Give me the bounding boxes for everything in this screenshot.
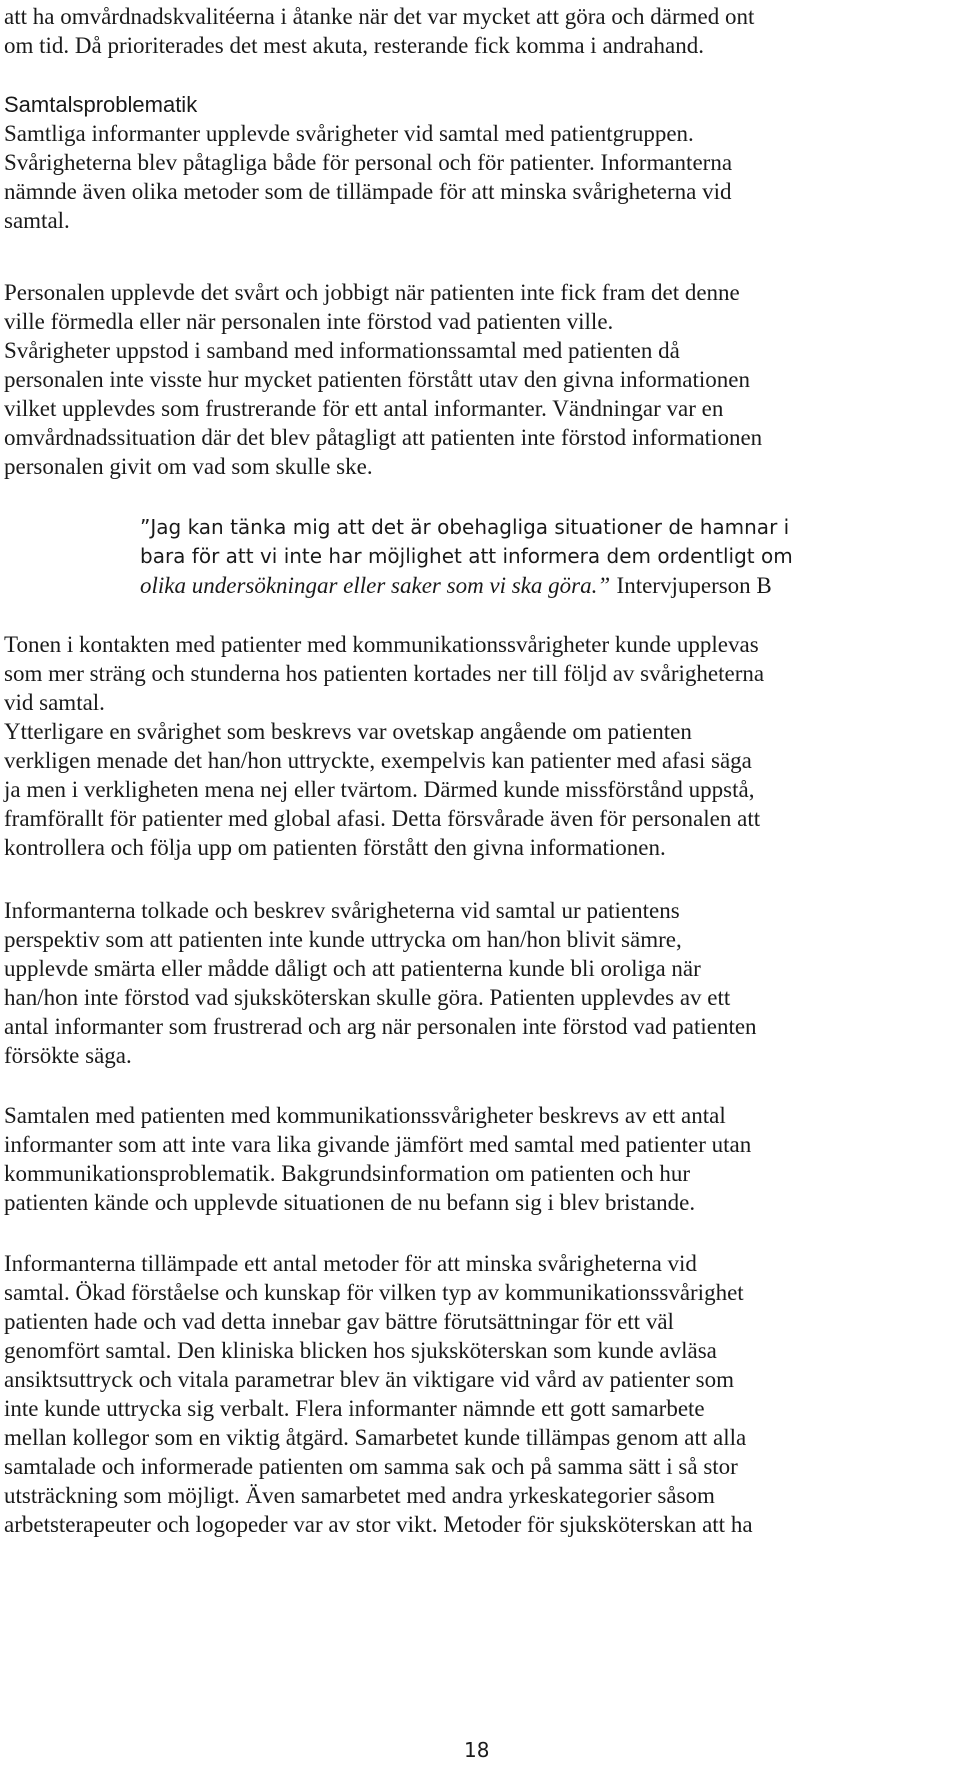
text-line: ja men i verkligheten mena nej eller tvärtom. Därmed kunde missförstånd uppstå, xyxy=(4,777,755,802)
text-line: Tonen i kontakten med patienter med kommunikationssvårigheter kunde upplevas xyxy=(4,632,759,657)
text-line: att ha omvårdnadskvalitéerna i åtanke när det var mycket att göra och därmed ont xyxy=(4,4,755,29)
text-line: samtal. Ökad förståelse och kunskap för vilken typ av kommunikationssvårighet xyxy=(4,1280,744,1305)
page-number: 18 xyxy=(464,1738,490,1762)
quote-italic-text: olika undersökningar eller saker som vi ska göra.” xyxy=(140,573,611,598)
quote-line: ”Jag kan tänka mig att det är obehagliga situationer de hamnar i xyxy=(140,515,790,539)
text-line: om tid. Då prioriterades det mest akuta, resterande fick komma i andrahand. xyxy=(4,33,704,58)
text-line: antal informanter som frustrerad och arg när personalen inte förstod vad patienten xyxy=(4,1014,757,1039)
text-line: ansiktsuttryck och vitala parametrar blev än viktigare vid vård av patienter som xyxy=(4,1367,734,1392)
text-line: Personalen upplevde det svårt och jobbigt när patienten inte fick fram det denne xyxy=(4,280,740,305)
text-line: personalen givit om vad som skulle ske. xyxy=(4,454,373,479)
text-line: Samtalen med patienten med kommunikationssvårigheter beskrevs av ett antal xyxy=(4,1103,726,1128)
text-line: samtalade och informerade patienten om samma sak och på samma sätt i så stor xyxy=(4,1454,738,1479)
text-line: upplevde smärta eller mådde dåligt och att patienterna kunde bli oroliga när xyxy=(4,956,701,981)
text-line: ville förmedla eller när personalen inte förstod vad patienten ville. xyxy=(4,309,614,334)
section-samtalsproblematik xyxy=(4,90,944,235)
text-line: Ytterligare en svårighet som beskrevs var ovetskap angående om patienten xyxy=(4,719,692,744)
text-line: genomfört samtal. Den kliniska blicken hos sjuksköterskan som kunde avläsa xyxy=(4,1338,717,1363)
text-line: arbetsterapeuter och logopeder var av stor vikt. Metoder för sjuksköterskan att ha xyxy=(4,1512,753,1537)
text-line: Samtliga informanter upplevde svårigheter vid samtal med patientgruppen. xyxy=(4,121,694,146)
quote-line: bara för att vi inte har möjlighet att informera dem ordentligt om xyxy=(140,544,793,568)
text-line: verkligen menade det han/hon uttryckte, exempelvis kan patienter med afasi säga xyxy=(4,748,752,773)
text-line: Svårigheterna blev påtagliga både för personal och för patienter. Informanterna xyxy=(4,150,733,175)
text-line: Svårigheter uppstod i samband med informationssamtal med patienten då xyxy=(4,338,680,363)
text-line: som mer sträng och stunderna hos patienten kortades ner till följd av svårigheterna xyxy=(4,661,765,686)
text-line: patienten hade och vad detta innebar gav bättre förutsättningar för ett väl xyxy=(4,1309,674,1334)
paragraph-tolkade xyxy=(4,896,944,1070)
text-line: patienten kände och upplevde situationen de nu befann sig i blev bristande. xyxy=(4,1190,696,1215)
text-line: omvårdnadssituation där det blev påtagligt att patienten inte förstod informationen xyxy=(4,425,763,450)
text-line: nämnde även olika metoder som de tillämpade för att minska svårigheterna vid xyxy=(4,179,732,204)
text-line: kontrollera och följa upp om patienten förstått den givna informationen. xyxy=(4,835,666,860)
text-line: försökte säga. xyxy=(4,1043,132,1068)
text-line: vid samtal. xyxy=(4,690,105,715)
text-line: personalen inte visste hur mycket patienten förstått utav den givna informationen xyxy=(4,367,751,392)
text-line: Informanterna tillämpade ett antal metoder för att minska svårigheterna vid xyxy=(4,1251,697,1276)
text-line: framförallt för patienter med global afasi. Detta försvårade även för personalen att xyxy=(4,806,761,831)
quote-line-final xyxy=(140,571,940,601)
paragraph-personalen xyxy=(4,278,944,481)
text-line: inte kunde uttrycka sig verbalt. Flera informanter nämnde ett gott samarbete xyxy=(4,1396,705,1421)
text-line: utsträckning som möjligt. Även samarbetet med andra yrkeskategorier såsom xyxy=(4,1483,715,1508)
text-line: han/hon inte förstod vad sjuksköterskan skulle göra. Patienten upplevdes av ett xyxy=(4,985,731,1010)
paragraph-samtalen xyxy=(4,1101,944,1217)
text-line: kommunikationsproblematik. Bakgrundsinformation om patienten och hur xyxy=(4,1161,691,1186)
text-line: mellan kollegor som en viktig åtgärd. Samarbetet kunde tillämpas genom att alla xyxy=(4,1425,747,1450)
quote-attribution: Intervjuperson B xyxy=(616,573,772,598)
interview-quote xyxy=(140,513,940,601)
text-line: vilket upplevdes som frustrerande för ett antal informanter. Vändningar var en xyxy=(4,396,724,421)
text-line: informanter som att inte vara lika givande jämfört med samtal med patienter utan xyxy=(4,1132,752,1157)
paragraph-tonen xyxy=(4,630,944,862)
text-line: Informanterna tolkade och beskrev svårigheterna vid samtal ur patientens xyxy=(4,898,680,923)
intro-paragraph xyxy=(4,2,944,60)
section-heading: Samtalsproblematik xyxy=(4,92,198,117)
paragraph-metoder xyxy=(4,1249,944,1539)
text-line: perspektiv som att patienten inte kunde uttrycka om han/hon blivit sämre, xyxy=(4,927,682,952)
text-line: samtal. xyxy=(4,208,70,233)
